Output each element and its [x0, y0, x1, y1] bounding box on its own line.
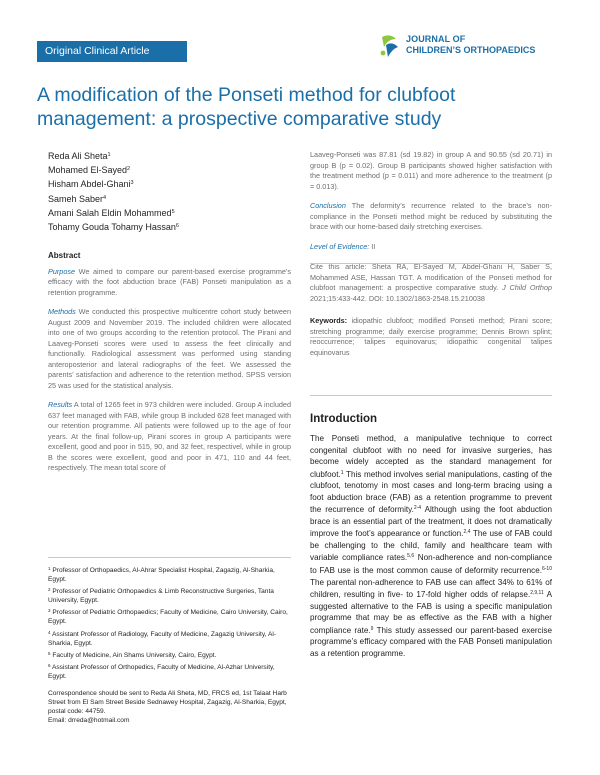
level-of-evidence: Level of Evidence: II: [310, 241, 376, 251]
abstract-right-column: [310, 150, 552, 367]
author: Reda Ali Sheta$^1$: [48, 151, 111, 161]
affiliations-footnotes: [48, 564, 291, 725]
abstract-conclusion: Conclusion The deformity’s recurrence related to the brace’s non-compliance in the Ponseti method might be reduced by substituting the brace with our home-based daily stretching exercises.: [310, 201, 552, 231]
introduction-heading: Introduction: [310, 413, 378, 425]
citation-top-divider: [310, 263, 552, 264]
abstract-results: Results A total of 1265 feet in 973 children were included. Group A included 637 feet managed with FAB, while group B included 628 feet managed with our retention programme. All patients were followed up to the age of four years. At the final follow-up, Pirani scores in group A participants were excellent, good and poor in 515, 90, and 32 feet, respectivel, while in group B the scores were excellent, good and poor in 471, 110 and 44 feet, respectively. The mean total score of: [48, 400, 291, 472]
article-title: A modification of the Ponseti method for clubfoot management: a prospective comparative study: [37, 84, 456, 130]
author: Sameh Saber$^4$: [48, 193, 107, 204]
abstract-methods: Methods We conducted this prospective multicentre cohort study between August 2009 and November 2019. The included children were allocated into one of two groups according to the retention protocol. The Pirani and Laaveg-Ponseti scores were used to assess the feet clinically and functionally. Radiological assessment was performed using standing anteroposterior and lateral radiographs of the feet. We assessed the parents’ satisfaction and adherence to the retention method. SPSS version 25 was used for the statistical analysis.: [48, 307, 291, 390]
article-type-label: Original Clinical Article: [45, 45, 150, 57]
author: Tohamy Gouda Tohamy Hassan$^6$: [48, 222, 179, 233]
abstract-heading: Abstract: [48, 251, 81, 260]
abstract-purpose: Purpose We aimed to compare our parent-based exercise programme’s efficacy with the foot abduction brace (FAB) Ponseti manipulation as a retention programme.: [48, 266, 291, 297]
journal-name-line1: JOURNAL OF: [406, 34, 466, 44]
affiliation-footnote: $^1$ Professor of Orthopaedics, Al-Ahrar Specialist Hospital, Zagazig, Al-Sharkia, Egypt.: [48, 566, 275, 584]
journal-name-line2: CHILDREN’S ORTHOPAEDICS: [406, 45, 536, 55]
author: Mohamed El-Sayed$^2$: [48, 165, 131, 176]
abstract-results-continued: Laaveg-Ponseti was 87.81 (sd 19.82) in group A and 90.55 (sd 20.71) in group B (p = 0.02). Group B participants showed higher satisfaction with the treatment method (p = 0.011) and more adherence to the treatment (p = 0.013).: [310, 150, 552, 191]
correspondence: Correspondence should be sent to Reda Ali Sheta, MD, FRCS ed, 1st Talaat Harb Street from El Sam Street Beside Sednawey Hospital, Zagazig, Al-Sharkia, Egypt, postal code: 44759.: [48, 690, 287, 716]
journal-logo: [378, 30, 568, 64]
journal-logo-icon: [378, 33, 400, 59]
affiliation-footnote: $^4$ Assistant Professor of Radiology, Faculty of Medicine, Zagazig University, Al-Sharkia, Egypt.: [48, 629, 277, 647]
affiliation-footnote: $^3$ Professor of Pediatric Orthopaedics; Faculty of Medicine, Cairo University, Cairo, Egypt.: [48, 608, 288, 626]
affiliation-footnote: $^6$ Assistant Professor of Orthopedics, Faculty of Medicine, Al-Azhar University, Egypt.: [48, 662, 275, 680]
affiliation-footnote: $^2$ Professor of Pediatric Orthopaedics & Limb Reconstructive Surgeries, Tanta University, Egypt.: [48, 587, 274, 605]
author: Amani Salah Eldin Mohammed$^5$: [48, 207, 175, 218]
affiliation-footnote: $^5$ Faculty of Medicine, Ain Shams University, Cairo, Egypt.: [48, 650, 217, 659]
abstract-left-column: [48, 251, 291, 483]
author-list: [48, 149, 273, 234]
citation: Cite this article: Sheta RA, El-Sayed M, Abdel-Ghani H, Saber S, Mohammed ASE, Hassan TGT. A modification of the Ponseti method for clubfoot management: a prospective comparative study. J Child Orthop 2021;15:433-442. DOI: 10.1302/1863-2548.15.210038: [310, 262, 553, 303]
author: Hisham Abdel-Ghani$^3$: [48, 179, 134, 190]
article-type-banner: [37, 41, 187, 62]
footnotes-divider: [48, 557, 291, 558]
keywords: Keywords: idiopathic clubfoot; modified Ponseti method; Pirani score; stretching programme; daily exercise programme; Dennis Brown splint; reoccurrence; talipes equinovarus; idiopathic congenital talipes equinovarus: [310, 316, 552, 357]
keywords-bottom-divider: [310, 395, 552, 396]
keywords-top-divider: [310, 337, 552, 338]
introduction-body: The Ponseti method, a manipulative technique to correct congenital clubfoot with no need for invasive surgeries, has become widely accepted as the standard management for clubfoot.$^1$ This method involves serial manipulations, casting of the clubfoot, tenotomy in most cases and long-term bracing using a foot abduction brace (FAB) as a retention programme to prevent the recurrence of deformity.$^{2-4}$ Although using the foot abduction brace is an essential part of the treatment, it does not dramatically improve the foot’s appearance or function.$^{2,4}$ The use of FAB could be challenging to the child, family and healthcare team with variable compliance rates.$^{5,6}$ Non-adherence and non-compliance to FAB use is the most common cause of deformity recurrence.$^{6-10}$ The parental non-adherence to FAB use can affect 34% to 61% of children, resulting in five- to 17-fold higher odds of relapse.$^{2,9,11}$ A suggested alternative to the FAB is using a specific manipulation programme that may be as effective as the FAB with a higher compliance rate.$^9$ This study assessed our parent-based exercise programme’s efficacy compared with the FAB Ponseti manipulation as a retention programme.: [310, 434, 552, 658]
correspondence-email: Email: drreda@hotmail.com: [48, 717, 130, 725]
